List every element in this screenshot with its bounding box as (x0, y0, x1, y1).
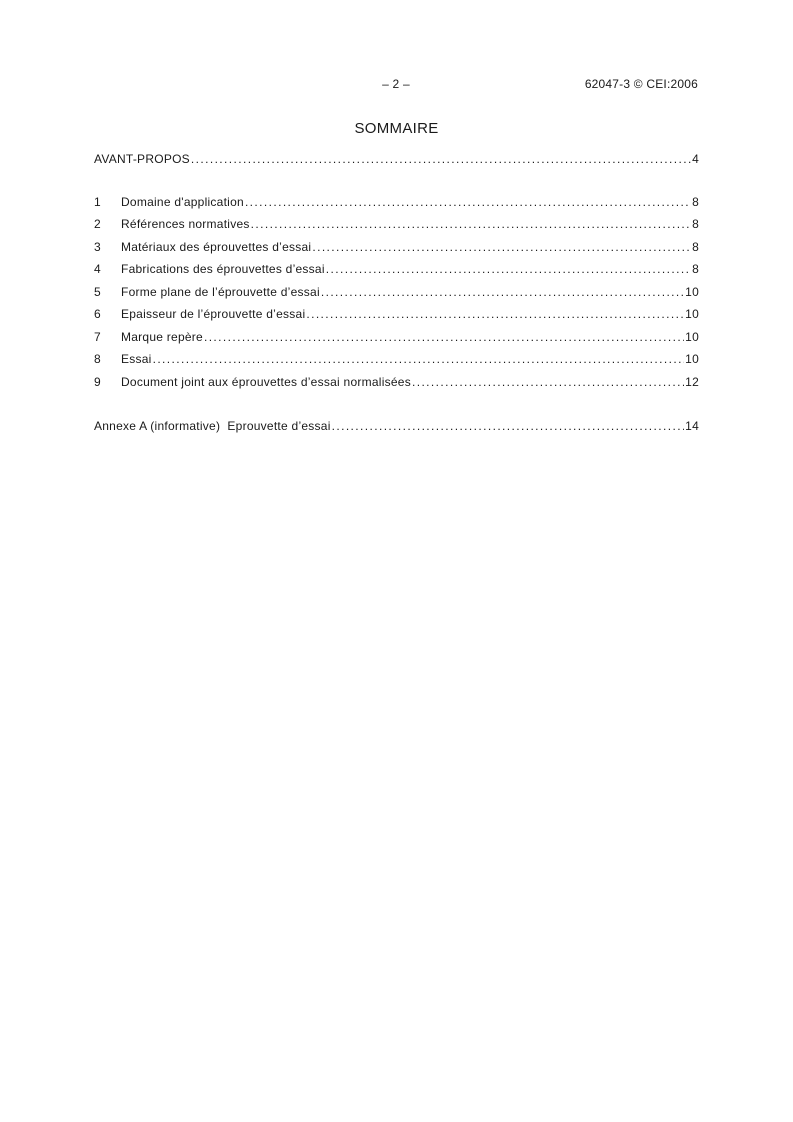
toc-entry-text: Références normatives (121, 217, 250, 231)
page-number: – 2 – (382, 77, 410, 91)
toc-entry-number: 8 (94, 352, 101, 366)
toc-entry-clause-7[interactable] (94, 330, 699, 353)
dot-leader (251, 217, 691, 231)
toc-entry-clause-9[interactable] (94, 375, 699, 398)
toc-entry-number: 6 (94, 307, 101, 321)
toc-entry-page: 8 (692, 194, 699, 209)
dot-leader (153, 352, 685, 366)
toc-entry-number: 9 (94, 374, 101, 389)
toc-entry-page: 10 (685, 307, 699, 321)
toc-entry-page: 8 (692, 217, 699, 231)
toc-entry-foreword[interactable] (94, 152, 699, 175)
toc-entry-text: AVANT-PROPOS (94, 152, 190, 166)
dot-leader (412, 375, 684, 389)
toc-entry-page: 12 (685, 374, 699, 389)
toc-entry-number: 3 (94, 239, 101, 254)
dot-leader (326, 262, 691, 276)
toc-entry-text: Matériaux des éprouvettes d’essai (121, 239, 312, 254)
dot-leader (321, 285, 684, 299)
document-reference: 62047-3 © CEI:2006 (584, 77, 698, 91)
dot-leader (312, 240, 691, 254)
toc-entry-text: Fabrications des éprouvettes d’essai (121, 262, 325, 276)
toc-entry-page: 8 (692, 239, 699, 254)
toc-entry-text: Document joint aux éprouvettes d’essai normalisées (121, 374, 411, 389)
toc-entry-page: 10 (685, 352, 699, 366)
toc-entry-number: 5 (94, 284, 101, 299)
toc-entry-annex-a[interactable] (94, 419, 699, 442)
table-of-contents (94, 152, 699, 442)
toc-entry-text: Epaisseur de l’éprouvette d’essai (121, 307, 306, 321)
toc-entry-number: 4 (94, 262, 101, 276)
toc-entry-clause-1[interactable] (94, 195, 699, 218)
dot-leader (245, 195, 691, 209)
toc-entry-clause-2[interactable] (94, 217, 699, 240)
dot-leader (332, 419, 685, 433)
toc-entry-number: 1 (94, 194, 101, 209)
toc-entry-page: 10 (685, 329, 699, 344)
toc-entry-clause-8[interactable] (94, 352, 699, 375)
dot-leader (191, 152, 691, 166)
toc-entry-text: Essai (121, 352, 152, 366)
toc-entry-text: Marque repère (121, 329, 203, 344)
toc-entry-number: 7 (94, 329, 101, 344)
toc-entry-clause-5[interactable] (94, 285, 699, 308)
toc-title: SOMMAIRE (354, 120, 439, 137)
toc-entry-clause-6[interactable] (94, 307, 699, 330)
toc-entry-number: 2 (94, 217, 101, 231)
dot-leader (204, 330, 684, 344)
toc-entry-page: 10 (685, 284, 699, 299)
toc-entry-clause-3[interactable] (94, 240, 699, 263)
dot-leader (306, 307, 684, 321)
toc-entry-page: 14 (685, 419, 699, 433)
toc-entry-page: 8 (692, 262, 699, 276)
toc-entry-text: Forme plane de l’éprouvette d’essai (121, 284, 320, 299)
toc-entry-page: 4 (692, 152, 699, 166)
toc-entry-text: Domaine d'application (121, 194, 244, 209)
toc-entry-text: Annexe A (informative) Eprouvette d’essai (94, 419, 331, 433)
toc-entry-clause-4[interactable] (94, 262, 699, 285)
